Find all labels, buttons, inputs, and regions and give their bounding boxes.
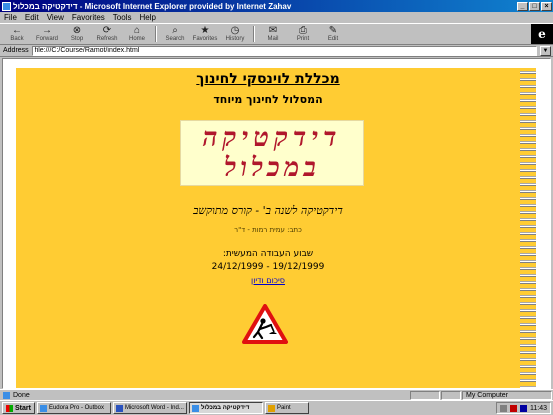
mail-button[interactable] <box>258 24 288 44</box>
search-label: Search <box>165 36 185 42</box>
windows-logo-icon <box>6 405 13 412</box>
menu-help[interactable]: Help <box>139 13 156 22</box>
forward-label: Forward <box>35 36 58 42</box>
browser-viewport[interactable] <box>2 58 551 389</box>
close-button[interactable]: × <box>541 2 552 11</box>
status-zone: My Computer <box>462 391 552 400</box>
edit-button[interactable] <box>318 24 348 44</box>
status-secure-cell <box>441 391 461 400</box>
word-icon <box>116 405 123 412</box>
tray-network-icon[interactable] <box>500 405 507 412</box>
practice-dates: 24/12/1999 - 19/12/1999 <box>211 262 325 272</box>
task-ie-didactics[interactable] <box>189 402 263 414</box>
task-paint[interactable] <box>265 402 309 414</box>
print-icon: ⎙ <box>299 25 307 36</box>
windows-taskbar <box>0 400 553 415</box>
ie-icon <box>192 405 199 412</box>
print-button[interactable] <box>288 24 318 44</box>
address-bar <box>0 45 553 57</box>
title-bar <box>0 0 553 12</box>
author-line: כתב: עמית רמות - ד"ר <box>234 226 302 234</box>
tray-volume-icon[interactable] <box>510 405 517 412</box>
task-label: דידקטיקה במכלול <box>200 405 250 411</box>
status-bar <box>0 389 553 400</box>
status-main <box>0 392 410 399</box>
paint-icon <box>268 405 275 412</box>
task-label: Paint <box>276 405 291 411</box>
minimize-button[interactable]: _ <box>517 2 528 11</box>
menu-view[interactable]: View <box>46 13 64 22</box>
toolbar-separator <box>155 26 157 42</box>
favorites-label: Favorites <box>192 36 218 42</box>
course-title: דידקטיקה לשנה ב' - קורס מתוקשב <box>193 204 343 217</box>
home-icon: ⌂ <box>133 25 141 36</box>
back-label: Back <box>10 36 24 42</box>
history-button[interactable] <box>220 24 250 44</box>
page-done-icon <box>3 392 10 399</box>
toolbar-separator <box>253 26 255 42</box>
address-dropdown-icon[interactable]: ▼ <box>540 46 551 56</box>
menu-edit[interactable]: Edit <box>24 13 39 22</box>
refresh-icon: ⟳ <box>102 25 112 36</box>
tray-language-icon[interactable] <box>520 405 527 412</box>
window-title: דידקטיקה במכלול - Microsoft Internet Explorer provided by Internet Zahav <box>13 1 292 11</box>
summary-link[interactable]: סיכום ודיון <box>251 276 285 285</box>
search-icon: ⌕ <box>172 25 178 36</box>
menu-file[interactable]: File <box>4 13 17 22</box>
edit-icon: ✎ <box>328 25 338 36</box>
address-label: Address <box>3 47 29 54</box>
favorites-icon: ★ <box>200 25 210 36</box>
menu-favorites[interactable]: Favorites <box>71 13 105 22</box>
task-word[interactable] <box>113 402 187 414</box>
home-button[interactable] <box>122 24 152 44</box>
history-icon: ◷ <box>230 25 240 36</box>
window-controls <box>517 2 552 11</box>
stop-icon: ⊗ <box>72 25 82 36</box>
back-button[interactable] <box>2 24 32 44</box>
mail-label: Mail <box>267 36 279 42</box>
eudora-icon <box>40 405 47 412</box>
task-label: Eudora Pro - Outbox <box>48 405 104 411</box>
didactics-banner <box>180 120 364 186</box>
start-button[interactable] <box>2 402 35 414</box>
under-construction-icon <box>242 304 288 344</box>
mail-icon: ✉ <box>268 25 278 36</box>
print-label: Print <box>296 36 310 42</box>
notebook-spiral-binding <box>520 68 536 389</box>
status-progress-cell <box>410 391 440 400</box>
maximize-button[interactable]: □ <box>529 2 540 11</box>
task-label: Microsoft Word - Ind... <box>124 405 184 411</box>
program-name-heading: המסלול לחינוך מיוחד <box>213 93 323 106</box>
back-arrow-icon: ← <box>12 25 22 36</box>
standard-toolbar <box>0 23 553 45</box>
ie-throbber-icon: e <box>531 24 553 44</box>
favorites-button[interactable] <box>190 24 220 44</box>
forward-button[interactable] <box>32 24 62 44</box>
status-text: Done <box>13 391 30 399</box>
home-label: Home <box>128 36 145 42</box>
content-page <box>16 68 536 389</box>
banner-line-1: דידקטיקה <box>202 123 342 153</box>
stop-button[interactable] <box>62 24 92 44</box>
college-name-heading: מכללת לוינסקי לחינוך <box>196 71 340 87</box>
forward-arrow-icon: → <box>42 25 52 36</box>
refresh-label: Refresh <box>96 36 118 42</box>
search-button[interactable] <box>160 24 190 44</box>
ie-window-icon[interactable] <box>2 2 11 11</box>
banner-line-2: במכלול <box>224 153 320 183</box>
start-label: Start <box>15 404 31 412</box>
menu-tools[interactable]: Tools <box>112 13 132 22</box>
stop-label: Stop <box>70 36 84 42</box>
task-eudora[interactable] <box>37 402 111 414</box>
history-label: History <box>225 36 245 42</box>
refresh-button[interactable] <box>92 24 122 44</box>
address-input[interactable]: file:///C:/Course/Ramot/index.html <box>32 46 537 56</box>
system-tray <box>496 402 551 414</box>
menu-bar <box>0 12 553 23</box>
practice-week-label: שבוע העבודה המעשית: <box>222 249 314 259</box>
clock[interactable]: 11:43 <box>530 404 547 412</box>
edit-label: Edit <box>327 36 339 42</box>
